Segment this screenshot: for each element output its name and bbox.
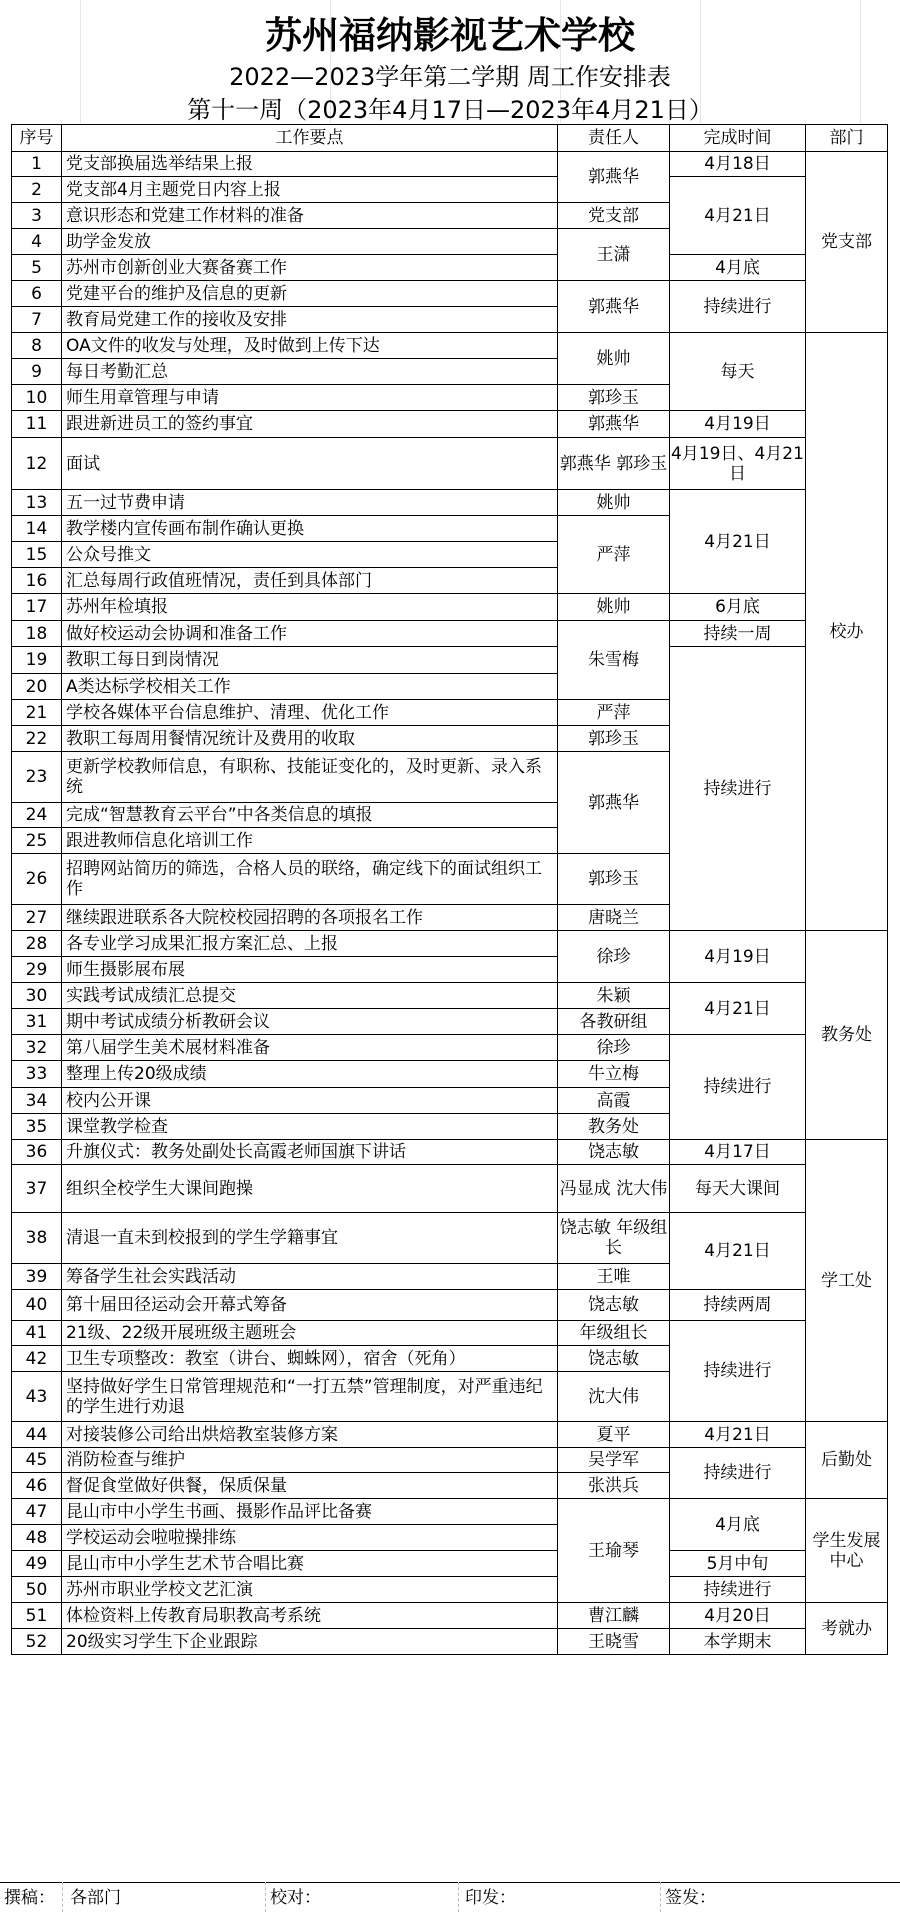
row-number: 29 bbox=[12, 957, 62, 983]
row-number: 10 bbox=[12, 385, 62, 411]
owner-cell: 郭燕华 郭珍玉 bbox=[558, 438, 670, 490]
task-cell: 第十届田径运动会开幕式筹备 bbox=[62, 1290, 558, 1321]
row-number: 37 bbox=[12, 1165, 62, 1213]
task-cell: 体检资料上传教育局职教高考系统 bbox=[62, 1603, 558, 1629]
task-cell: 跟进新进员工的签约事宜 bbox=[62, 411, 558, 438]
table-row bbox=[12, 1551, 888, 1577]
row-number: 3 bbox=[12, 203, 62, 229]
task-cell: 对接装修公司给出烘焙教室装修方案 bbox=[62, 1422, 558, 1448]
row-number: 45 bbox=[12, 1448, 62, 1473]
time-cell: 持续进行 bbox=[670, 647, 806, 931]
row-number: 21 bbox=[12, 700, 62, 726]
time-cell: 4月21日 bbox=[670, 1422, 806, 1448]
dept-cell: 后勤处 bbox=[806, 1422, 888, 1499]
row-number: 15 bbox=[12, 542, 62, 568]
row-number: 7 bbox=[12, 307, 62, 333]
task-cell: 学校运动会啦啦操排练 bbox=[62, 1525, 558, 1551]
task-cell: 督促食堂做好供餐，保质保量 bbox=[62, 1473, 558, 1499]
table-row bbox=[12, 1165, 888, 1213]
owner-cell: 吴学军 bbox=[558, 1448, 670, 1473]
task-cell: 消防检查与维护 bbox=[62, 1448, 558, 1473]
row-number: 28 bbox=[12, 931, 62, 957]
time-cell: 4月18日 bbox=[670, 152, 806, 177]
row-number: 18 bbox=[12, 621, 62, 647]
row-number: 51 bbox=[12, 1603, 62, 1629]
row-number: 11 bbox=[12, 411, 62, 438]
task-cell: 面试 bbox=[62, 438, 558, 490]
task-cell: 完成“智慧教育云平台”中各类信息的填报 bbox=[62, 803, 558, 828]
table-row bbox=[12, 152, 888, 177]
row-number: 27 bbox=[12, 905, 62, 931]
task-cell: 期中考试成绩分析教研会议 bbox=[62, 1009, 558, 1035]
task-cell: 坚持做好学生日常管理规范和“一打五禁”管理制度，对严重违纪的学生进行劝退 bbox=[62, 1372, 558, 1422]
task-cell: 卫生专项整改：教室（讲台、蜘蛛网），宿舍（死角） bbox=[62, 1346, 558, 1372]
owner-cell: 党支部 bbox=[558, 203, 670, 229]
table-row bbox=[12, 1629, 888, 1655]
owner-cell: 王晓雪 bbox=[558, 1629, 670, 1655]
row-number: 24 bbox=[12, 803, 62, 828]
task-cell: 党支部4月主题党日内容上报 bbox=[62, 177, 558, 203]
row-number: 38 bbox=[12, 1213, 62, 1264]
task-cell: 教育局党建工作的接收及安排 bbox=[62, 307, 558, 333]
owner-cell: 朱颖 bbox=[558, 983, 670, 1009]
row-number: 26 bbox=[12, 854, 62, 905]
time-cell: 本学期末 bbox=[670, 1629, 806, 1655]
table-row bbox=[12, 647, 888, 674]
owner-cell: 郭珍玉 bbox=[558, 726, 670, 752]
row-number: 36 bbox=[12, 1140, 62, 1165]
col-header-time: 完成时间 bbox=[670, 125, 806, 152]
row-number: 32 bbox=[12, 1035, 62, 1061]
table-row bbox=[12, 1448, 888, 1473]
draft-label: 撰稿： bbox=[4, 1888, 55, 1908]
task-cell: 苏州市职业学校文艺汇演 bbox=[62, 1577, 558, 1603]
time-cell: 持续进行 bbox=[670, 1577, 806, 1603]
row-number: 47 bbox=[12, 1499, 62, 1525]
time-cell: 4月17日 bbox=[670, 1140, 806, 1165]
owner-cell: 唐晓兰 bbox=[558, 905, 670, 931]
task-cell: 助学金发放 bbox=[62, 229, 558, 255]
task-cell: A类达标学校相关工作 bbox=[62, 674, 558, 700]
time-cell: 4月19日、4月21日 bbox=[670, 438, 806, 490]
row-number: 34 bbox=[12, 1088, 62, 1114]
row-number: 52 bbox=[12, 1629, 62, 1655]
row-number: 31 bbox=[12, 1009, 62, 1035]
owner-cell: 王唯 bbox=[558, 1264, 670, 1290]
proof-label: 校对： bbox=[270, 1888, 321, 1908]
owner-cell: 郭燕华 bbox=[558, 752, 670, 854]
owner-cell: 教务处 bbox=[558, 1114, 670, 1140]
task-cell: 公众号推文 bbox=[62, 542, 558, 568]
task-cell: 筹备学生社会实践活动 bbox=[62, 1264, 558, 1290]
owner-cell: 饶志敏 年级组长 bbox=[558, 1213, 670, 1264]
sign-label: 签发： bbox=[665, 1888, 716, 1908]
task-cell: 招聘网站简历的筛选，合格人员的联络，确定线下的面试组织工作 bbox=[62, 854, 558, 905]
table-row bbox=[12, 931, 888, 957]
table-row bbox=[12, 1290, 888, 1321]
table-row bbox=[12, 621, 888, 647]
header-row bbox=[12, 125, 888, 152]
task-cell: 苏州年检填报 bbox=[62, 594, 558, 621]
time-cell: 持续两周 bbox=[670, 1290, 806, 1321]
task-cell: 学校各媒体平台信息维护、清理、优化工作 bbox=[62, 700, 558, 726]
task-cell: 课堂教学检查 bbox=[62, 1114, 558, 1140]
row-number: 9 bbox=[12, 359, 62, 385]
row-number: 23 bbox=[12, 752, 62, 803]
table-row bbox=[12, 983, 888, 1009]
row-number: 13 bbox=[12, 490, 62, 516]
task-cell: 意识形态和党建工作材料的准备 bbox=[62, 203, 558, 229]
task-cell: 整理上传20级成绩 bbox=[62, 1061, 558, 1088]
task-cell: 清退一直未到校报到的学生学籍事宜 bbox=[62, 1213, 558, 1264]
owner-cell: 牛立梅 bbox=[558, 1061, 670, 1088]
table-row bbox=[12, 1499, 888, 1525]
table-row bbox=[12, 333, 888, 359]
table-row bbox=[12, 594, 888, 621]
owner-cell: 年级组长 bbox=[558, 1321, 670, 1346]
term-title: 2022—2023学年第二学期 周工作安排表 bbox=[229, 63, 671, 91]
time-cell: 每天 bbox=[670, 333, 806, 411]
row-number: 22 bbox=[12, 726, 62, 752]
task-cell: 跟进教师信息化培训工作 bbox=[62, 828, 558, 854]
task-cell: 师生摄影展布展 bbox=[62, 957, 558, 983]
row-number: 48 bbox=[12, 1525, 62, 1551]
row-number: 43 bbox=[12, 1372, 62, 1422]
row-number: 33 bbox=[12, 1061, 62, 1088]
table-row bbox=[12, 1321, 888, 1346]
row-number: 44 bbox=[12, 1422, 62, 1448]
row-number: 2 bbox=[12, 177, 62, 203]
time-cell: 4月19日 bbox=[670, 931, 806, 983]
owner-cell: 曹江麟 bbox=[558, 1603, 670, 1629]
col-header-task: 工作要点 bbox=[62, 125, 558, 152]
task-cell: 21级、22级开展班级主题班会 bbox=[62, 1321, 558, 1346]
row-number: 41 bbox=[12, 1321, 62, 1346]
dept-cell: 学工处 bbox=[806, 1140, 888, 1422]
dept-cell: 考就办 bbox=[806, 1603, 888, 1655]
task-cell: 更新学校教师信息，有职称、技能证变化的，及时更新、录入系统 bbox=[62, 752, 558, 803]
task-cell: 昆山市中小学生艺术节合唱比赛 bbox=[62, 1551, 558, 1577]
owner-cell: 郭燕华 bbox=[558, 281, 670, 333]
owner-cell: 朱雪梅 bbox=[558, 621, 670, 700]
row-number: 25 bbox=[12, 828, 62, 854]
owner-cell: 姚帅 bbox=[558, 490, 670, 516]
owner-cell: 夏平 bbox=[558, 1422, 670, 1448]
col-header-no: 序号 bbox=[12, 125, 62, 152]
task-cell: 每日考勤汇总 bbox=[62, 359, 558, 385]
task-cell: 汇总每周行政值班情况，责任到具体部门 bbox=[62, 568, 558, 594]
table-row bbox=[12, 1603, 888, 1629]
owner-cell: 郭燕华 bbox=[558, 152, 670, 203]
row-number: 39 bbox=[12, 1264, 62, 1290]
task-cell: 教学楼内宣传画布制作确认更换 bbox=[62, 516, 558, 542]
task-cell: OA文件的收发与处理，及时做到上传下达 bbox=[62, 333, 558, 359]
schedule-table bbox=[11, 124, 888, 1655]
owner-cell: 饶志敏 bbox=[558, 1290, 670, 1321]
task-cell: 校内公开课 bbox=[62, 1088, 558, 1114]
task-cell: 实践考试成绩汇总提交 bbox=[62, 983, 558, 1009]
time-cell: 4月底 bbox=[670, 1499, 806, 1551]
row-number: 1 bbox=[12, 152, 62, 177]
owner-cell: 各教研组 bbox=[558, 1009, 670, 1035]
col-header-owner: 责任人 bbox=[558, 125, 670, 152]
time-cell: 4月20日 bbox=[670, 1603, 806, 1629]
time-cell: 持续一周 bbox=[670, 621, 806, 647]
dept-cell: 学生发展中心 bbox=[806, 1499, 888, 1603]
row-number: 19 bbox=[12, 647, 62, 674]
table-row bbox=[12, 255, 888, 281]
task-cell: 各专业学习成果汇报方案汇总、上报 bbox=[62, 931, 558, 957]
dept-cell: 校办 bbox=[806, 333, 888, 931]
time-cell: 4月21日 bbox=[670, 983, 806, 1035]
school-title: 苏州福纳影视艺术学校 bbox=[265, 13, 635, 57]
time-cell: 4月19日 bbox=[670, 411, 806, 438]
owner-cell: 严萍 bbox=[558, 516, 670, 594]
dept-cell: 党支部 bbox=[806, 152, 888, 333]
task-cell: 教职工每日到岗情况 bbox=[62, 647, 558, 674]
draft-value: 各部门 bbox=[70, 1888, 121, 1908]
owner-cell: 姚帅 bbox=[558, 333, 670, 385]
time-cell: 4月底 bbox=[670, 255, 806, 281]
time-cell: 持续进行 bbox=[670, 281, 806, 333]
table-row bbox=[12, 411, 888, 438]
time-cell: 4月21日 bbox=[670, 1213, 806, 1290]
row-number: 4 bbox=[12, 229, 62, 255]
time-cell: 5月中旬 bbox=[670, 1551, 806, 1577]
week-title: 第十一周（2023年4月17日—2023年4月21日） bbox=[187, 96, 713, 124]
owner-cell: 徐珍 bbox=[558, 931, 670, 983]
task-cell: 20级实习学生下企业跟踪 bbox=[62, 1629, 558, 1655]
task-cell: 教职工每周用餐情况统计及费用的收取 bbox=[62, 726, 558, 752]
row-number: 46 bbox=[12, 1473, 62, 1499]
row-number: 49 bbox=[12, 1551, 62, 1577]
table-row bbox=[12, 1035, 888, 1061]
task-cell: 五一过节费申请 bbox=[62, 490, 558, 516]
time-cell: 每天大课间 bbox=[670, 1165, 806, 1213]
row-number: 20 bbox=[12, 674, 62, 700]
footer bbox=[0, 1882, 900, 1913]
time-cell: 6月底 bbox=[670, 594, 806, 621]
row-number: 17 bbox=[12, 594, 62, 621]
row-number: 6 bbox=[12, 281, 62, 307]
table-row bbox=[12, 1140, 888, 1165]
table-row bbox=[12, 1422, 888, 1448]
owner-cell: 饶志敏 bbox=[558, 1346, 670, 1372]
owner-cell: 郭珍玉 bbox=[558, 854, 670, 905]
table-row bbox=[12, 438, 888, 490]
col-header-dept: 部门 bbox=[806, 125, 888, 152]
row-number: 5 bbox=[12, 255, 62, 281]
time-cell: 持续进行 bbox=[670, 1448, 806, 1499]
owner-cell: 郭燕华 bbox=[558, 411, 670, 438]
task-cell: 党建平台的维护及信息的更新 bbox=[62, 281, 558, 307]
owner-cell: 郭珍玉 bbox=[558, 385, 670, 411]
row-number: 12 bbox=[12, 438, 62, 490]
owner-cell: 饶志敏 bbox=[558, 1140, 670, 1165]
owner-cell: 张洪兵 bbox=[558, 1473, 670, 1499]
row-number: 50 bbox=[12, 1577, 62, 1603]
row-number: 42 bbox=[12, 1346, 62, 1372]
task-cell: 苏州市创新创业大赛备赛工作 bbox=[62, 255, 558, 281]
task-cell: 做好校运动会协调和准备工作 bbox=[62, 621, 558, 647]
owner-cell: 冯显成 沈大伟 bbox=[558, 1165, 670, 1213]
time-cell: 4月21日 bbox=[670, 177, 806, 255]
task-cell: 党支部换届选举结果上报 bbox=[62, 152, 558, 177]
owner-cell: 姚帅 bbox=[558, 594, 670, 621]
row-number: 35 bbox=[12, 1114, 62, 1140]
table-row bbox=[12, 281, 888, 307]
owner-cell: 高霞 bbox=[558, 1088, 670, 1114]
task-cell: 师生用章管理与申请 bbox=[62, 385, 558, 411]
table-row bbox=[12, 1213, 888, 1264]
row-number: 40 bbox=[12, 1290, 62, 1321]
dept-cell: 教务处 bbox=[806, 931, 888, 1140]
row-number: 30 bbox=[12, 983, 62, 1009]
owner-cell: 严萍 bbox=[558, 700, 670, 726]
task-cell: 继续跟进联系各大院校校园招聘的各项报名工作 bbox=[62, 905, 558, 931]
row-number: 8 bbox=[12, 333, 62, 359]
owner-cell: 沈大伟 bbox=[558, 1372, 670, 1422]
task-cell: 升旗仪式：教务处副处长高霞老师国旗下讲话 bbox=[62, 1140, 558, 1165]
table-row bbox=[12, 490, 888, 516]
task-cell: 昆山市中小学生书画、摄影作品评比备赛 bbox=[62, 1499, 558, 1525]
issue-label: 印发： bbox=[465, 1888, 516, 1908]
owner-cell: 徐珍 bbox=[558, 1035, 670, 1061]
time-cell: 4月21日 bbox=[670, 490, 806, 594]
task-cell: 组织全校学生大课间跑操 bbox=[62, 1165, 558, 1213]
owner-cell: 王潇 bbox=[558, 229, 670, 281]
time-cell: 持续进行 bbox=[670, 1321, 806, 1422]
time-cell: 持续进行 bbox=[670, 1035, 806, 1140]
row-number: 16 bbox=[12, 568, 62, 594]
row-number: 14 bbox=[12, 516, 62, 542]
owner-cell: 王瑜琴 bbox=[558, 1499, 670, 1603]
table-row bbox=[12, 177, 888, 203]
task-cell: 第八届学生美术展材料准备 bbox=[62, 1035, 558, 1061]
table-row bbox=[12, 1577, 888, 1603]
